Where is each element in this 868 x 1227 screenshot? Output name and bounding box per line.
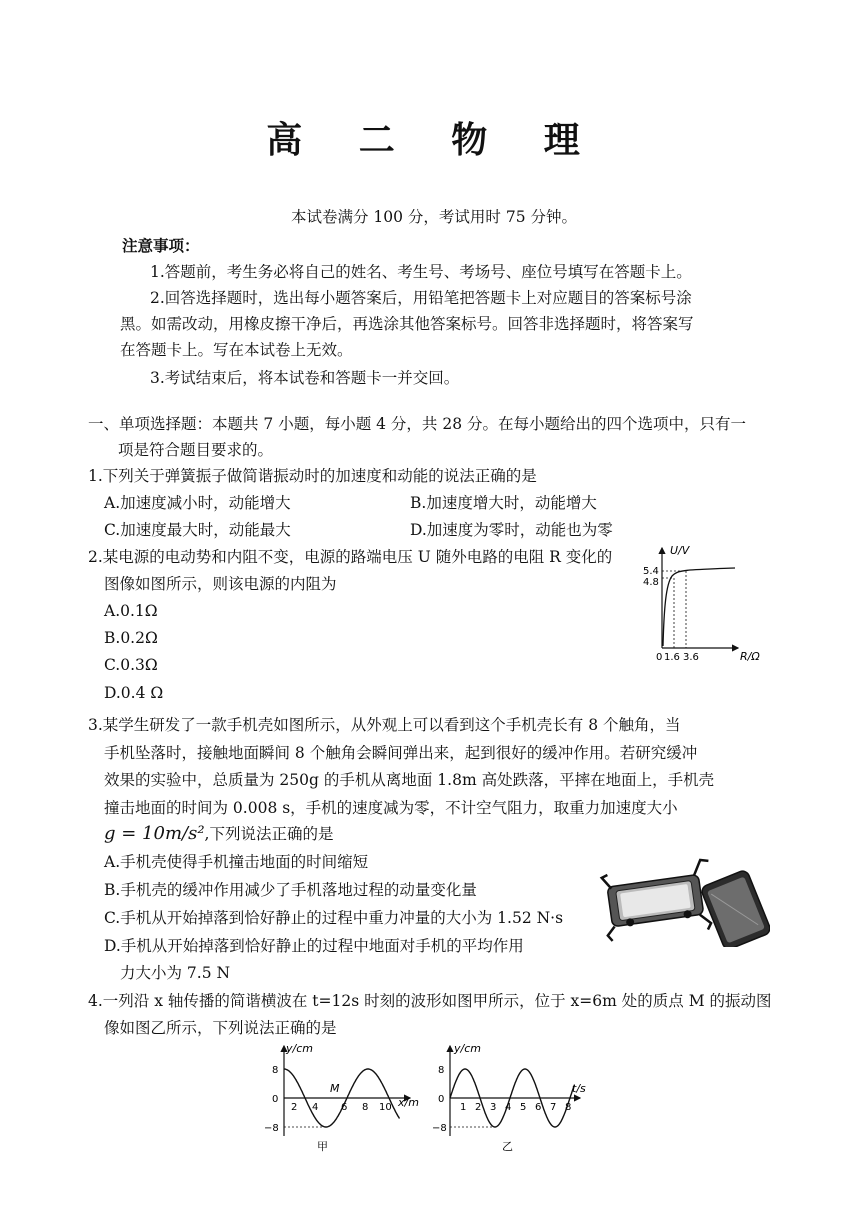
- q3-option-d-line1: D.手机从开始掉落到恰好静止的过程中地面对手机的平均作用: [104, 937, 524, 955]
- q4-wave-xtick-6: 6: [341, 1102, 348, 1113]
- q1-option-b: B.加速度增大时，动能增大: [410, 494, 597, 512]
- q1-option-c: C.加速度最大时，动能最大: [104, 521, 291, 539]
- notice-item-2-line2: 黑。如需改动，用橡皮擦干净后，再选涂其他答案标号。回答非选择题时，将答案写: [120, 315, 694, 333]
- q1-option-a: A.加速度减小时，动能增大: [104, 494, 291, 512]
- q4-vib-ytick-8: 8: [438, 1065, 445, 1076]
- q2-xtick-36: 3.6: [683, 652, 699, 663]
- q4-vib-xtick-7: 7: [550, 1102, 557, 1113]
- q3-option-a: A.手机壳使得手机撞击地面的时间缩短: [104, 853, 369, 871]
- q2-voltage-resistance-graph: [640, 538, 780, 666]
- q4-wave-ylabel: y/cm: [286, 1042, 313, 1055]
- q2-xtick-16: 1.6: [664, 652, 680, 663]
- q4-vib-xtick-6: 6: [535, 1102, 542, 1113]
- notice-item-2-line1: 2.回答选择题时，选出每小题答案后，用铅笔把答题卡上对应题目的答案标号涂: [150, 289, 692, 307]
- q4-vib-ylabel: y/cm: [454, 1042, 481, 1055]
- q4-wave-ytick-neg8: −8: [264, 1123, 279, 1134]
- q4-vib-xtick-8: 8: [565, 1102, 572, 1113]
- q4-vib-xtick-5: 5: [520, 1102, 527, 1113]
- q1-option-d: D.加速度为零时，动能也为零: [410, 521, 613, 539]
- q4-vib-ytick-neg8: −8: [432, 1123, 447, 1134]
- q4-wave-xtick-2: 2: [291, 1102, 298, 1113]
- q2-ylabel: U/V: [670, 544, 690, 557]
- q3-line2: 手机坠落时，接触地面瞬间 8 个触角会瞬间弹出来，起到很好的缓冲作用。若研究缓冲: [104, 744, 698, 762]
- q4-wave-xlabel: x/m: [398, 1096, 419, 1109]
- notice-heading: 注意事项：: [122, 237, 200, 255]
- q4-line1: 4.一列沿 x 轴传播的简谐横波在 t=12s 时刻的波形如图甲所示，位于 x=6m 处的质点 M 的振动图: [88, 992, 772, 1010]
- q4-line2: 像如图乙所示，下列说法正确的是: [104, 1019, 337, 1037]
- q4-vib-xtick-2: 2: [475, 1102, 482, 1113]
- q2-stem-line2: 图像如图所示，则该电源的内阻为: [104, 575, 337, 593]
- q4-wave-ytick-0: 0: [272, 1094, 279, 1105]
- q2-option-d: D.0.4 Ω: [104, 684, 164, 702]
- q4-vib-caption: 乙: [502, 1140, 513, 1153]
- q3-line5: [104, 824, 333, 844]
- q2-ytick-54: 5.4: [643, 566, 659, 577]
- q3-line3: 效果的实验中，总质量为 250g 的手机从离地面 1.8m 高处跌落，平摔在地面上，手机壳: [104, 771, 715, 789]
- q2-ytick-48: 4.8: [643, 577, 659, 588]
- q3-option-c: C.手机从开始掉落到恰好静止的过程中重力冲量的大小为 1.52 N·s: [104, 909, 564, 927]
- page-title: 高 二 物 理: [266, 120, 602, 161]
- q3-line4: 撞击地面的时间为 0.008 s，手机的速度减为零，不计空气阻力，取重力加速度大小: [104, 799, 678, 817]
- q4-wave-xtick-4: 4: [312, 1102, 319, 1113]
- q2-option-a: A.0.1Ω: [104, 602, 158, 620]
- q1-stem: 1.下列关于弹簧振子做简谐振动时的加速度和动能的说法正确的是: [88, 467, 537, 485]
- notice-item-2-line3: 在答题卡上。写在本试卷上无效。: [120, 341, 353, 359]
- q3-line1: 3.某学生研发了一款手机壳如图所示，从外观上可以看到这个手机壳长有 8 个触角，当: [88, 716, 681, 734]
- q2-stem-line1: 2.某电源的电动势和内阻不变，电源的路端电压 U 随外电路的电阻 R 变化的: [88, 548, 613, 566]
- notice-item-1: 1.答题前，考生务必将自己的姓名、考生号、考场号、座位号填写在答题卡上。: [150, 263, 692, 281]
- q4-vib-xtick-3: 3: [490, 1102, 497, 1113]
- q3-gravity-formula: g = 10m/s²: [104, 823, 205, 844]
- q4-wave-xtick-10: 10: [379, 1102, 392, 1113]
- q4-vib-xlabel: t/s: [572, 1082, 586, 1095]
- q4-vibration-graph: [432, 1040, 592, 1155]
- q4-wave-graph: [262, 1040, 432, 1155]
- section1-line1: 一、单项选择题：本题共 7 小题，每小题 4 分，共 28 分。在每小题给出的四个选项中，只有一: [88, 415, 747, 433]
- q4-vib-ytick-0: 0: [438, 1094, 445, 1105]
- notice-item-3: 3.考试结束后，将本试卷和答题卡一并交回。: [150, 369, 460, 387]
- q3-line5-rest: ,下列说法正确的是: [204, 825, 334, 843]
- q2-option-c: C.0.3Ω: [104, 656, 158, 674]
- q2-option-b: B.0.2Ω: [104, 629, 158, 647]
- q2-xtick-0: 0: [656, 652, 663, 663]
- q3-option-b: B.手机壳的缓冲作用减少了手机落地过程的动量变化量: [104, 881, 477, 899]
- q4-wave-caption: 甲: [317, 1140, 328, 1153]
- q4-vib-xtick-1: 1: [460, 1102, 467, 1113]
- exam-info: 本试卷满分 100 分，考试用时 75 分钟。: [290, 208, 578, 226]
- q4-wave-xtick-8: 8: [362, 1102, 369, 1113]
- q4-wave-ytick-8: 8: [272, 1065, 279, 1076]
- phone-case-illustration: [598, 855, 770, 947]
- q3-option-d-line2: 力大小为 7.5 N: [120, 964, 231, 982]
- q4-vib-xtick-4: 4: [505, 1102, 512, 1113]
- section1-line2: 项是符合题目要求的。: [118, 441, 274, 459]
- q2-xlabel: R/Ω: [740, 650, 760, 663]
- q4-wave-point-m: M: [330, 1082, 340, 1095]
